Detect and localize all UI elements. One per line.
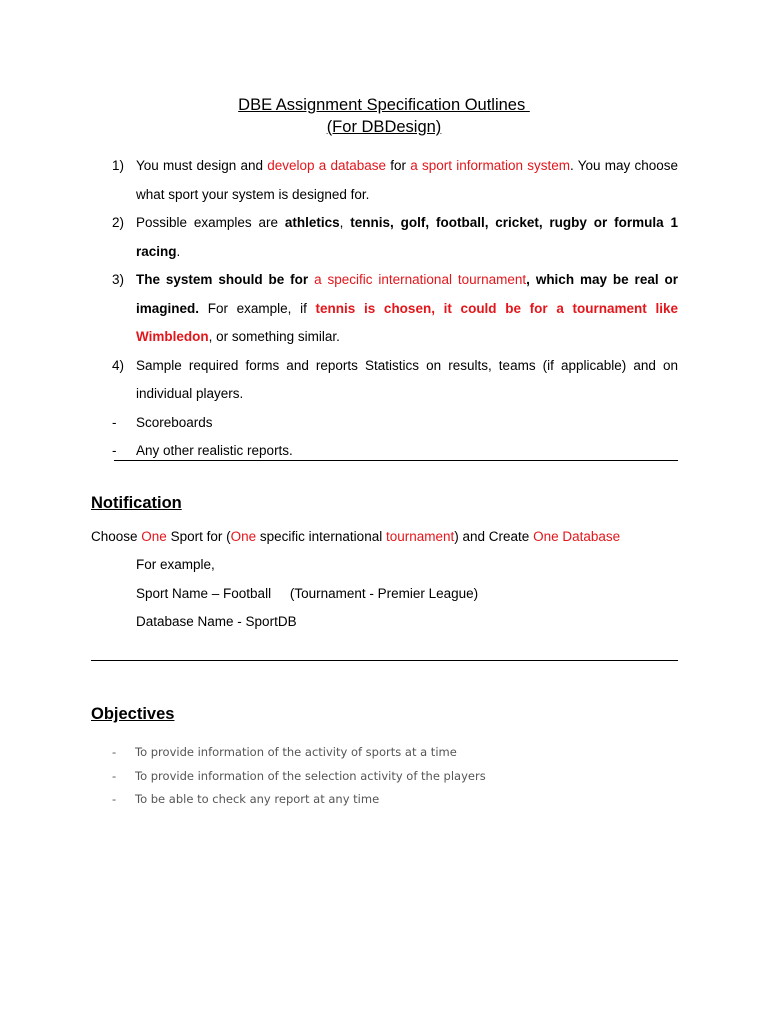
item-dash: - (112, 443, 117, 458)
highlight-text: develop a database (267, 158, 387, 173)
highlight-text: tournament (385, 529, 455, 544)
item-text: for (386, 158, 411, 173)
item-text: For example, if (199, 300, 316, 316)
objectives-heading: Objectives (91, 705, 175, 723)
notification-text: Choose (91, 529, 142, 544)
section-divider (114, 460, 678, 461)
requirement-item-3 (112, 266, 678, 352)
objective-text: To provide information of the selection activity of the players (135, 768, 486, 783)
objective-item (112, 766, 486, 790)
item-text: . You may choose what sport your system is designed for. (136, 158, 678, 202)
highlight-text: One (230, 529, 257, 544)
requirement-item-6 (112, 437, 678, 466)
section-divider (91, 660, 678, 661)
document-title (0, 94, 768, 138)
notification-text: Sport for ( (166, 529, 231, 544)
bold-text: tennis, golf, football, cricket, rugby or formula 1 racing (136, 215, 678, 259)
item-number: 4) (112, 357, 125, 373)
item-dash: - (112, 745, 117, 759)
requirement-item-1 (112, 152, 678, 209)
item-text: Any other realistic reports. (136, 443, 293, 458)
notification-text: ) and Create (454, 529, 534, 544)
example-label: For example, (136, 557, 215, 572)
database-name-line: Database Name - SportDB (136, 614, 297, 629)
sport-name-line: Sport Name – Football (Tournament - Premier League) (136, 586, 479, 601)
item-number: 2) (112, 215, 125, 230)
objective-item (112, 742, 486, 766)
requirements-list (112, 152, 678, 466)
bold-text: The system should be for (136, 272, 315, 287)
bold-text: , which may be real or imagined. (136, 272, 678, 316)
objective-item (112, 789, 486, 813)
objectives-list (112, 742, 486, 813)
item-number: 3) (112, 272, 125, 287)
item-dash: - (112, 792, 117, 806)
item-dash: - (112, 768, 117, 783)
title-line-2: (For DBDesign) (326, 118, 442, 136)
notification-text: specific international (256, 529, 386, 544)
item-text: . (176, 243, 181, 259)
notification-heading: Notification (91, 494, 182, 512)
item-text: Scoreboards (136, 414, 213, 430)
item-dash: - (112, 414, 117, 430)
item-text: Sample required forms and reports Statistics on results, teams (if applicable) and on individual players. (136, 357, 678, 401)
highlight-text: One (141, 529, 167, 544)
requirement-item-2 (112, 209, 678, 266)
requirement-item-4 (112, 352, 678, 409)
item-text: Possible examples are (136, 215, 285, 230)
item-text: , or something similar. (208, 329, 340, 344)
item-text: , (339, 215, 351, 230)
item-number: 1) (112, 158, 125, 173)
highlight-text: a specific international tournament (314, 272, 527, 287)
title-line-1: DBE Assignment Specification Outlines (238, 96, 530, 114)
bold-text: athletics (284, 215, 340, 230)
requirement-item-5 (112, 409, 678, 438)
highlight-text: One Database (533, 529, 621, 544)
objective-text: To provide information of the activity of sports at a time (135, 745, 457, 759)
highlight-text: tennis is chosen, it could be for a tournament like Wimbledon (136, 300, 679, 344)
objective-text: To be able to check any report at any time (135, 792, 380, 806)
item-text: You must design and (136, 158, 268, 173)
notification-instruction (91, 527, 620, 547)
highlight-text: a sport information system (410, 158, 570, 173)
